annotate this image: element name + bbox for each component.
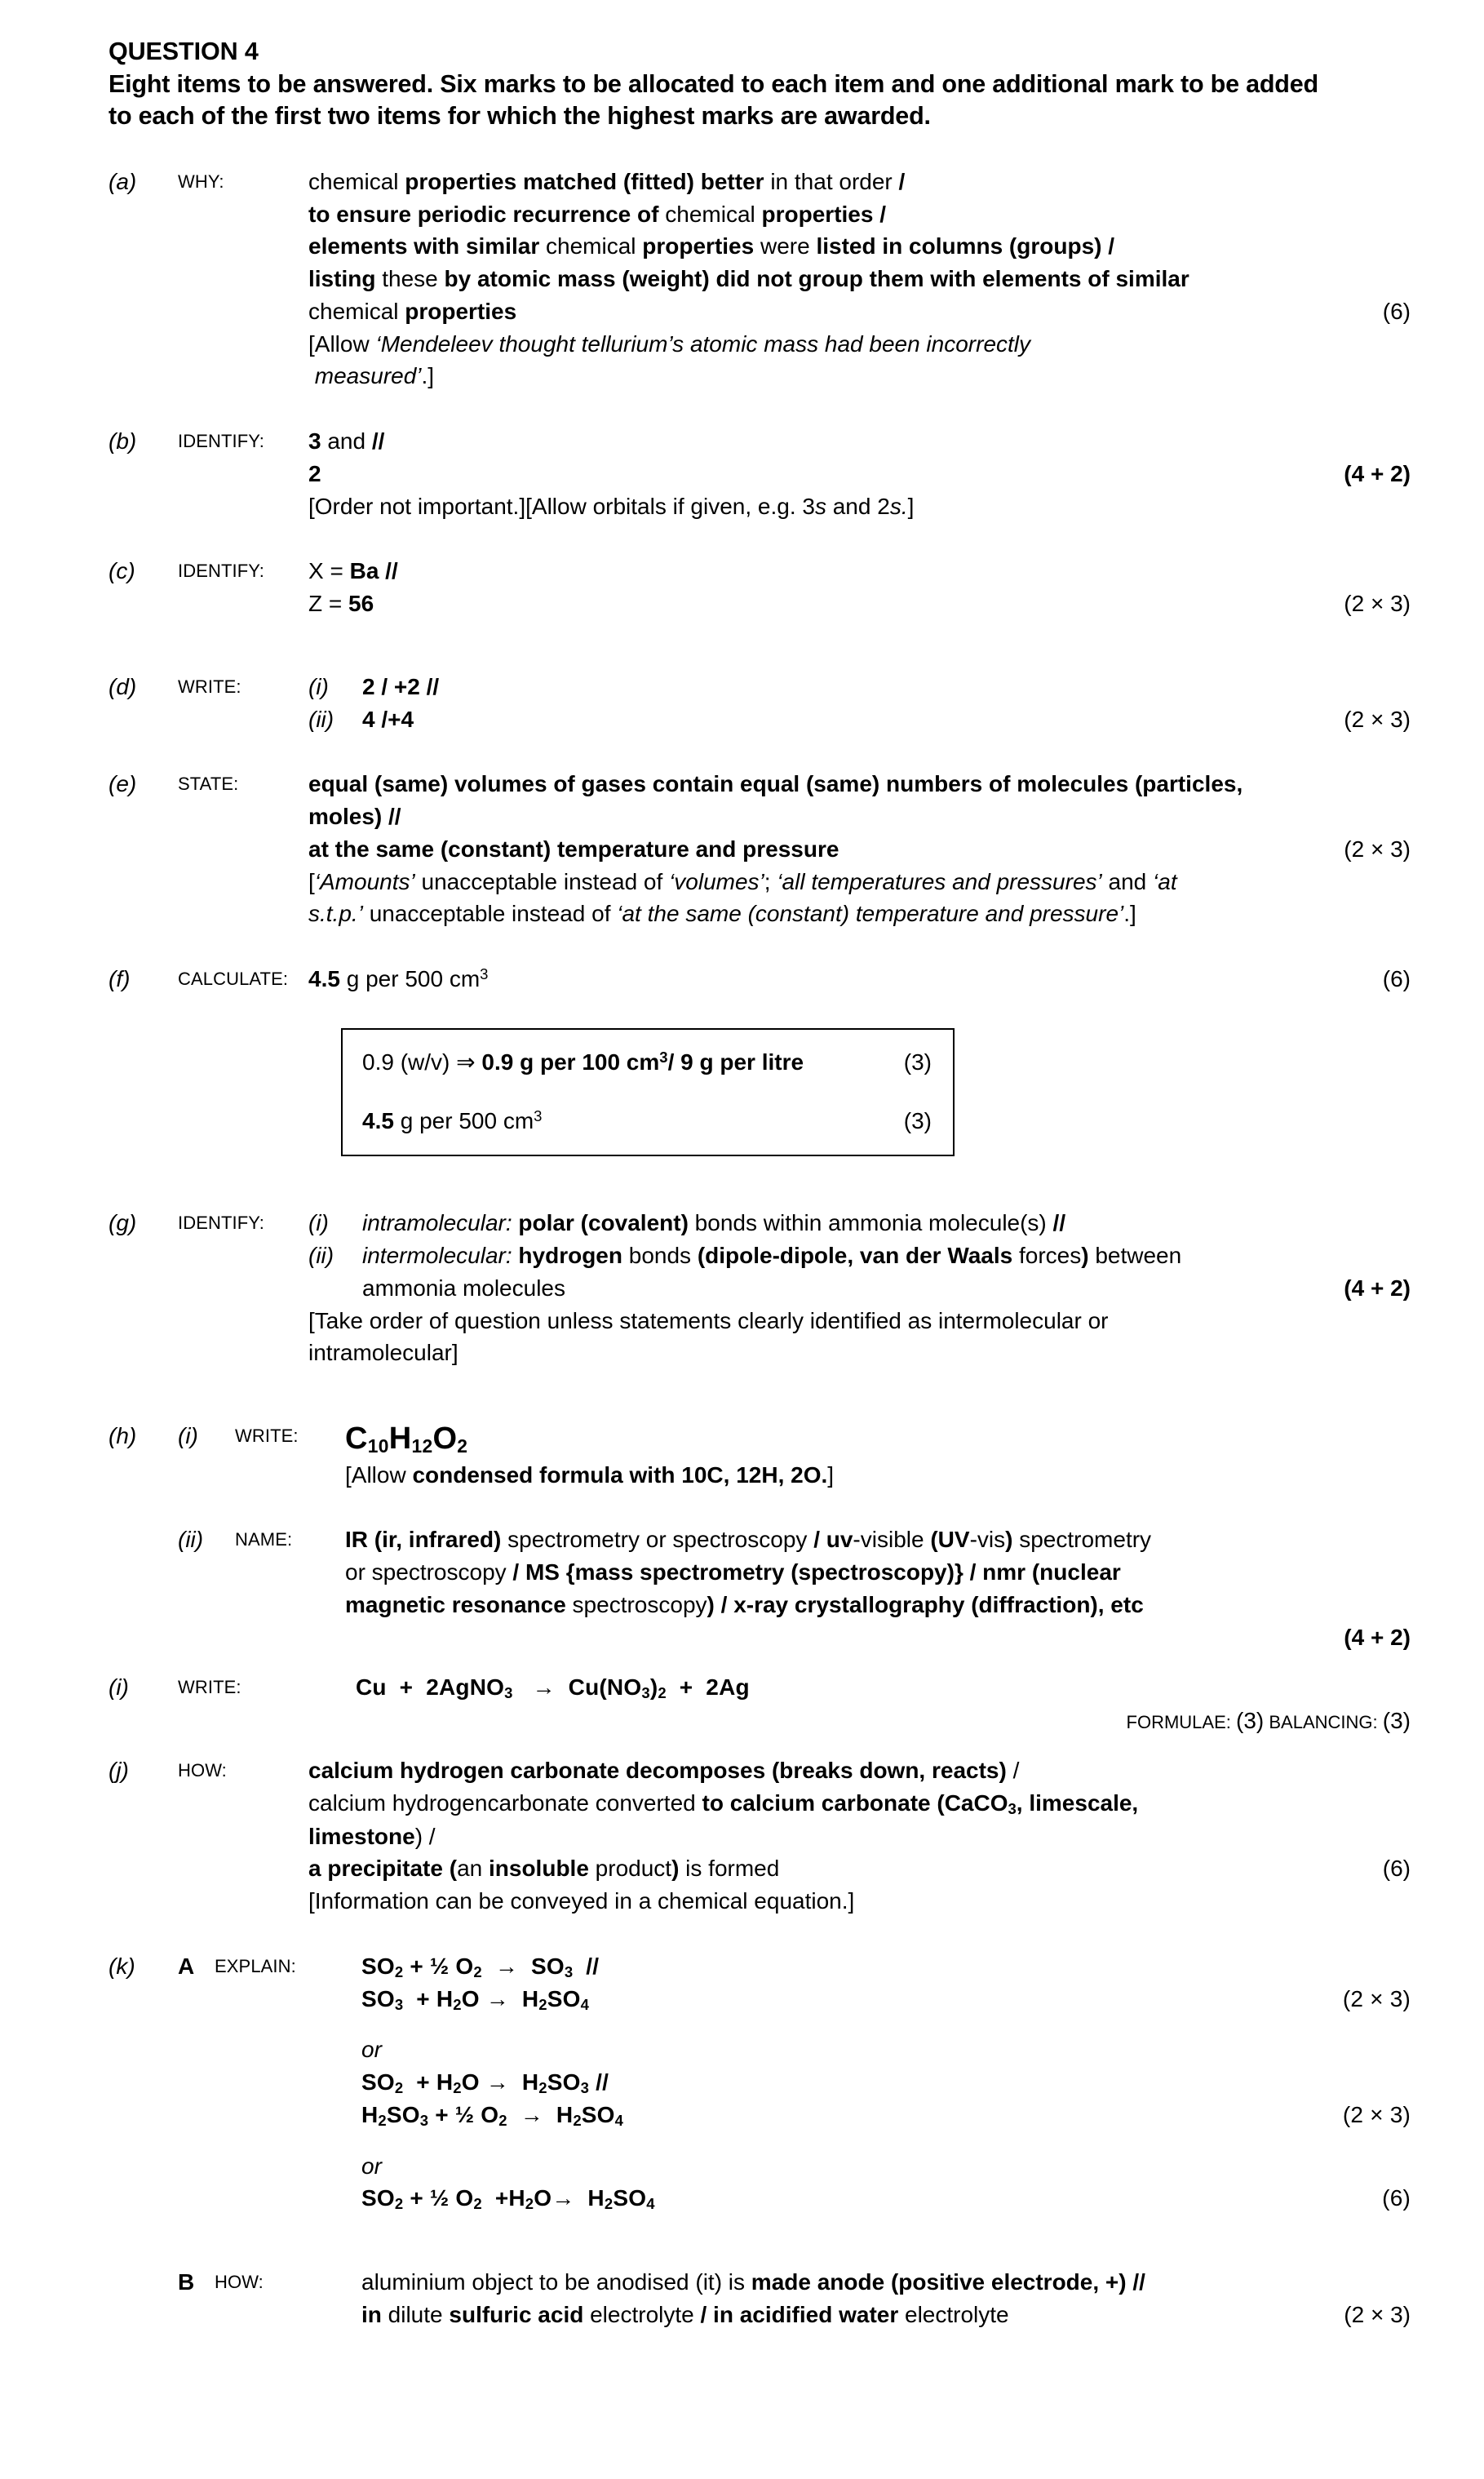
item-label-e: (e) xyxy=(109,771,137,797)
answer-line: chemical properties matched (fitted) better in that order / xyxy=(308,168,906,194)
item-marks-k-b: (2 × 3) xyxy=(1344,2301,1411,2327)
answer-line: calcium hydrogen carbonate decomposes (breaks down, reacts) / xyxy=(308,1758,1020,1784)
answer-line: 2 / +2 // xyxy=(362,673,440,699)
or-separator xyxy=(361,2150,1411,2183)
working-mark: (3) xyxy=(903,1107,932,1133)
working-row xyxy=(362,1046,932,1079)
chemical-equation: Cu + 2AgNO$_3$ → $Cu(NO_3)_2 + 2Ag$ xyxy=(356,1674,750,1702)
answer-line: in dilute sulfuric acid electrolyte / in acidified water electrolyte (2 × 3) xyxy=(361,2299,1411,2331)
item-body-i xyxy=(308,1671,1411,1736)
answer-line: equal (same) volumes of gases contain equal (same) numbers of molecules (particles, xyxy=(308,771,1243,797)
answer-line: X = Ba // xyxy=(308,558,398,584)
answer-line: IR (ir, infrared) spectrometry or spectroscopy / uv-visible (UV-vis) spectrometry xyxy=(345,1527,1152,1553)
item-cue-f: CALCULATE: xyxy=(178,969,289,990)
equation-mark-footer xyxy=(308,1705,1411,1737)
answer-line: limestone) / xyxy=(308,1823,436,1849)
answer-line: 3 and // xyxy=(308,428,385,455)
item-marks-a: (6) xyxy=(1382,298,1411,324)
question-intro-line-2: to each of the first two items for which the highest marks are awarded. xyxy=(109,102,931,131)
answer-item-k-b xyxy=(109,2266,1411,2331)
item-marks-d: (2 × 3) xyxy=(1344,706,1411,732)
question-title: QUESTION 4 xyxy=(109,38,259,65)
item-label-g: (g) xyxy=(109,1210,137,1236)
working-box xyxy=(341,1028,955,1157)
chemical-equation: $SO_3 + H_2O \to H_2SO_4$ (2 × 3) xyxy=(361,1983,1411,2016)
item-cue-d: WRITE: xyxy=(178,676,241,697)
answer-line xyxy=(345,1621,1411,1654)
answer-line: or spectroscopy / MS {mass spectrometry (spectroscopy)} / nmr (nuclear xyxy=(345,1559,1121,1585)
item-body-h-ii xyxy=(345,1523,1411,1653)
item-label-c: (c) xyxy=(109,558,135,584)
item-cue-h-i: WRITE: xyxy=(235,1426,299,1447)
answer-line: chemical properties (6) xyxy=(308,295,1411,328)
answer-line: aluminium object to be anodised (it) is made anode (positive electrode, +) // xyxy=(361,2268,1145,2295)
answer-line: intermolecular: hydrogen bonds (dipole-dipole, van der Waals forces) between xyxy=(362,1243,1182,1269)
answer-note: [Allow ‘Mendeleev thought tellurium’s atomic mass had been incorrectly xyxy=(308,330,1031,357)
roman-label: (ii) xyxy=(308,706,334,732)
equation-marks-2: (2 × 3) xyxy=(1342,2102,1411,2128)
item-label-h-spacer xyxy=(109,1523,178,1653)
item-label-b: (b) xyxy=(109,428,137,455)
answer-line xyxy=(308,1272,1411,1305)
roman-label: (i) xyxy=(308,1210,329,1236)
answer-item-h xyxy=(109,1420,1411,1491)
item-marks-h: (4 + 2) xyxy=(1344,1624,1411,1650)
molecular-formula: $C_{10}H_{12}O_2$ xyxy=(345,1421,468,1457)
item-marks-j: (6) xyxy=(1382,1856,1411,1882)
answer-note: [Order not important.][Allow orbitals if given, e.g. 3s and 2s.] xyxy=(308,493,915,519)
item-body-k-b xyxy=(361,2266,1411,2331)
answer-line: at the same (constant) temperature and pressure (2 × 3) xyxy=(308,833,1411,866)
formulae-label: FORMULAE: xyxy=(1126,1711,1231,1732)
item-body-c xyxy=(308,555,1411,620)
item-label-i: (i) xyxy=(109,1674,129,1701)
chemical-equation: $H_2SO_3$ + ½ $O_2 \to H_2SO_4$ (2 × 3) xyxy=(361,2099,1411,2131)
answer-line: calcium hydrogencarbonate converted to calcium carbonate (CaCO$_3$, limescale, xyxy=(308,1790,1139,1818)
item-marks-f: (6) xyxy=(1382,966,1411,992)
answer-subrow xyxy=(308,703,1411,736)
answer-note: [‘Amounts’ unacceptable instead of ‘volumes’; ‘all temperatures and pressures’ and ‘at xyxy=(308,868,1177,894)
answer-note: measured’.] xyxy=(314,363,435,389)
item-label-j: (j) xyxy=(109,1758,129,1784)
working-mark: (3) xyxy=(903,1049,932,1075)
answer-line: 4.5 g per 500 $cm^3$ (6) xyxy=(308,963,1411,996)
answer-line: moles) // xyxy=(308,804,401,830)
answer-subrow xyxy=(308,1240,1411,1272)
item-label-k-spacer xyxy=(109,2266,178,2331)
answer-item-b xyxy=(109,425,1411,522)
equation-marks-1: (2 × 3) xyxy=(1342,1986,1411,2012)
item-label-a: (a) xyxy=(109,168,137,194)
answer-note: s.t.p.’ unacceptable instead of ‘at the same (constant) temperature and pressure’.] xyxy=(308,901,1136,927)
chemical-equation: $SO_2$ + ½ $O_2 +H_2O\to H_2SO_4$ (6) xyxy=(361,2182,1411,2215)
answer-line: 4 /+4 (2 × 3) xyxy=(362,703,1411,736)
item-cue-g: IDENTIFY: xyxy=(178,1213,265,1234)
item-body-d xyxy=(308,671,1411,736)
chemical-equation: $SO_2 + H_2O \to H_2SO_3$ // xyxy=(361,2069,609,2097)
answer-line: elements with similar chemical properties were listed in columns (groups) / xyxy=(308,233,1115,259)
item-label-f: (f) xyxy=(109,966,131,992)
answer-line: to ensure periodic recurrence of chemical properties / xyxy=(308,201,886,227)
item-body-h-i xyxy=(345,1420,1411,1491)
answer-note: [Information can be conveyed in a chemical equation.] xyxy=(308,1888,855,1914)
item-label-k: (k) xyxy=(109,1953,135,1979)
item-body-a xyxy=(308,166,1411,392)
item-cue-a: WHY: xyxy=(178,171,224,192)
item-cue-e: STATE: xyxy=(178,774,239,795)
answer-line: 2 (4 + 2) xyxy=(308,458,1411,490)
balancing-mark: (3) xyxy=(1382,1707,1411,1733)
item-label-d: (d) xyxy=(109,673,137,699)
item-cue-j: HOW: xyxy=(178,1760,227,1781)
chemical-equation: $SO_2$ + ½ $O_2 \to SO_3$ // xyxy=(361,1953,600,1980)
answer-continuation: ammonia molecules xyxy=(362,1275,565,1301)
answer-item-c xyxy=(109,555,1411,620)
balancing-label: BALANCING: xyxy=(1269,1711,1378,1732)
answer-line: Z = 56 (2 × 3) xyxy=(308,588,1411,620)
answer-subrow xyxy=(308,1207,1411,1240)
item-body-f xyxy=(308,963,1411,996)
working-text: 4.5 g per 500 $cm^3$ xyxy=(362,1106,543,1133)
item-cue-i: WRITE: xyxy=(178,1677,241,1698)
answer-note: [Take order of question unless statements clearly identified as intermolecular or xyxy=(308,1307,1109,1333)
item-body-k-a xyxy=(361,1950,1411,2215)
part-label-b: B xyxy=(178,2268,195,2295)
or-text: or xyxy=(361,2037,382,2063)
item-body-g xyxy=(308,1207,1411,1369)
roman-label: (i) xyxy=(308,673,329,699)
answer-item-h-ii xyxy=(109,1523,1411,1653)
answer-item-g xyxy=(109,1207,1411,1369)
answer-item-j xyxy=(109,1754,1411,1917)
item-cue-k-a: EXPLAIN: xyxy=(215,1955,296,1976)
item-cue-h-ii: NAME: xyxy=(235,1529,293,1550)
item-marks-e: (2 × 3) xyxy=(1344,836,1411,862)
roman-label: (ii) xyxy=(178,1527,204,1553)
answer-item-d xyxy=(109,671,1411,736)
working-text: 0.9 (w/v) ⇒ 0.9 g per 100 $cm^3/$ 9 g per litre xyxy=(362,1048,804,1075)
part-label-a: A xyxy=(178,1953,195,1979)
answer-note: intramolecular] xyxy=(308,1340,458,1366)
item-body-j xyxy=(308,1754,1411,1917)
roman-label: (ii) xyxy=(308,1243,334,1269)
or-separator xyxy=(361,2033,1411,2066)
answer-note: [Allow condensed formula with 10C, 12H, 2O.] xyxy=(345,1461,835,1488)
answer-line: a precipitate (an insoluble product) is formed (6) xyxy=(308,1852,1411,1885)
item-cue-k-b: HOW: xyxy=(215,2271,264,2292)
question-intro-line-1: Eight items to be answered. Six marks to be allocated to each item and one additional mark to be added xyxy=(109,69,1318,98)
roman-label: (i) xyxy=(178,1423,198,1449)
answer-line: intramolecular: polar (covalent) bonds within ammonia molecule(s) // xyxy=(362,1210,1066,1236)
answer-item-e xyxy=(109,768,1411,930)
or-text: or xyxy=(361,2153,382,2179)
item-cue-b: IDENTIFY: xyxy=(178,431,265,452)
answer-item-k-a xyxy=(109,1950,1411,2215)
question-header xyxy=(109,36,1411,133)
item-cue-c: IDENTIFY: xyxy=(178,561,265,582)
item-marks-b: (4 + 2) xyxy=(1344,460,1411,486)
equation-marks-3: (6) xyxy=(1382,2185,1411,2211)
item-label-h: (h) xyxy=(109,1423,137,1449)
answer-item-f xyxy=(109,963,1411,996)
answer-subrow xyxy=(308,671,1411,703)
working-row xyxy=(362,1105,932,1138)
item-marks-g: (4 + 2) xyxy=(1344,1275,1411,1301)
item-body-b xyxy=(308,425,1411,522)
formulae-mark: (3) xyxy=(1236,1707,1265,1733)
answer-item-i xyxy=(109,1671,1411,1736)
item-body-e xyxy=(308,768,1411,930)
answer-line: magnetic resonance spectroscopy) / x-ray crystallography (diffraction), etc xyxy=(345,1591,1144,1617)
answer-item-a xyxy=(109,166,1411,392)
answer-line: listing these by atomic mass (weight) did not group them with elements of similar xyxy=(308,266,1189,292)
item-marks-c: (2 × 3) xyxy=(1344,591,1411,617)
